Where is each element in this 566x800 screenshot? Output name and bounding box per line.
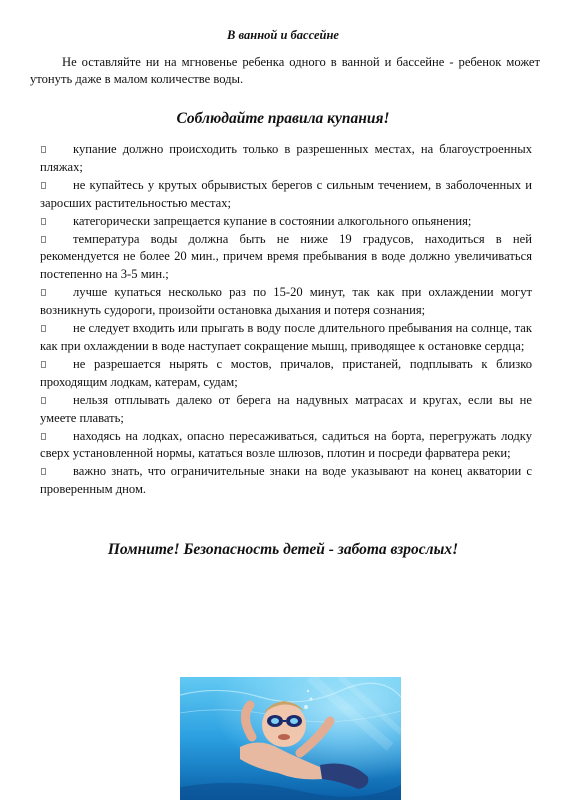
bullet-icon [41, 218, 46, 225]
list-item: категорически запрещается купание в состоянии алкогольного опьянения; [40, 213, 532, 231]
child-swimming-photo [180, 677, 401, 800]
list-item: не купайтесь у крутых обрывистых берегов с сильным течением, в заболоченных и заросших растительностью местах; [40, 177, 532, 210]
bullet-icon [41, 361, 46, 368]
list-item: температура воды должна быть не ниже 19 градусов, находиться в ней рекомендуется не более 20 мин., причем время пребывания в воде должно увеличиваться постепенно на 3-5 мин.; [40, 231, 532, 282]
list-item: не следует входить или прыгать в воду после длительного пребывания на солнце, так как при охлаждении в воде наступает сокращение мышц, приводящее к остановке сердца; [40, 321, 532, 353]
bullet-icon [41, 397, 46, 404]
rules-list [40, 141, 532, 499]
list-item: лучше купаться несколько раз по 15-20 минут, так как при охлаждении могут возникнуть судороги, произойти остановка дыхания и потеря сознания; [40, 285, 532, 318]
rules-heading: Соблюдайте правила купания! [176, 110, 390, 127]
list-item: находясь на лодках, опасно пересаживаться, садиться на борта, перегружать лодку сверх установленной нормы, кататься возле шлюзов, плотин и посреди фарватера реки; [40, 428, 532, 461]
list-item: важно знать, что ограничительные знаки на воде указывают на конец акватории с проверенным дном. [40, 464, 532, 497]
closing-slogan: Помните! Безопасность детей - забота взрослых! [107, 541, 459, 558]
section-heading-bath-pool: В ванной и бассейне [227, 28, 339, 42]
bullet-icon [41, 146, 46, 153]
bullet-icon [41, 182, 46, 189]
intro-paragraph: Не оставляйте ни на мгновенье ребенка одного в ванной и бассейне - ребенок может утонуть даже в малом количестве воды. [30, 55, 540, 86]
list-item: купание должно происходить только в разрешенных местах, на благоустроенных пляжах; [40, 142, 532, 174]
list-item: нельзя отплывать далеко от берега на надувных матрасах и кругах, если вы не умеете плавать; [40, 392, 532, 425]
list-item: не разрешается нырять с мостов, причалов, пристаней, подплывать к близко проходящим лодкам, катерам, судам; [40, 356, 532, 389]
bullet-icon [41, 289, 46, 296]
bullet-icon [41, 433, 46, 440]
bullet-icon [41, 325, 46, 332]
bullet-icon [41, 468, 46, 475]
bullet-icon [41, 236, 46, 243]
